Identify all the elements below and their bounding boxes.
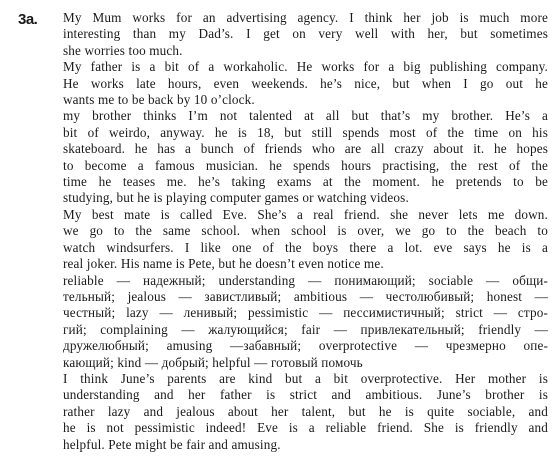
text-line: I think June’s parents are kind but a bit overprotective. Her mother is <box>63 370 548 386</box>
text-line: rather lazy and jealous about her talent, but he is quite sociable, and <box>63 403 548 419</box>
text-line: time he teases me. he’s taking exams at the moment. he pretends to be <box>63 174 548 190</box>
text-line: дружелюбный; amusing —забавный; overprotective — чрезмерно опе- <box>63 338 548 354</box>
text-line: bit of weirdo, anyway. he is 18, but still spends most of the time on his <box>63 124 548 140</box>
text-line: studying, but he is playing computer games or watching videos. <box>63 190 409 206</box>
text-line: гий; complaining — жалующийся; fair — привлекательный; friendly — <box>63 321 548 337</box>
text-line: watch windsurfers. I like one of the boys there a lot. eve says he is a <box>63 239 548 255</box>
text-line: My best mate is called Eve. She’s a real friend. she never lets me down. <box>63 206 548 222</box>
text-line: честный; lazy — ленивый; pessimistic — пессимистичный; strict — стро- <box>63 305 548 321</box>
text-line: wants me to be back by 10 o’clock. <box>63 92 255 108</box>
text-line: interesting than my Dad’s. I get on very well with her, but sometimes <box>63 26 548 42</box>
exercise-text <box>63 10 548 453</box>
text-line: My father is a bit of a workaholic. He works for a big publishing company. <box>63 59 548 75</box>
text-line: real joker. His name is Pete, but he doesn’t even notice me. <box>63 256 384 272</box>
text-line: тельный; jealous — завистливый; ambitious — честолюбивый; honest — <box>63 288 548 304</box>
text-line: he is not pessimistic indeed! Eve is a reliable friend. She is friendly and <box>63 420 548 436</box>
text-line: helpful. Pete might be fair and amusing. <box>63 436 281 452</box>
text-line: кающий; kind — добрый; helpful — готовый помочь <box>63 354 363 370</box>
text-line: we go to the same school. when school is over, we go to the beach to <box>63 223 548 239</box>
text-line: understanding and her father is strict and ambitious. June’s brother is <box>63 387 548 403</box>
text-line: to become a famous musician. he spends hours practising, the rest of the <box>63 157 548 173</box>
text-line: reliable — надежный; understanding — понимающий; sociable — общи- <box>63 272 548 288</box>
exercise-number: 3а. <box>18 11 38 28</box>
text-line: My Mum works for an advertising agency. I think her job is much more <box>63 10 548 25</box>
text-line: my brother thinks I’m not talented at all but that’s my brother. He’s a <box>63 108 548 124</box>
text-line: skateboard. he has a bunch of friends who are all crazy about it. he hopes <box>63 141 548 157</box>
text-line: He works late hours, even weekends. he’s nice, but when I go out he <box>63 75 548 91</box>
text-line: she worries too much. <box>63 42 183 58</box>
